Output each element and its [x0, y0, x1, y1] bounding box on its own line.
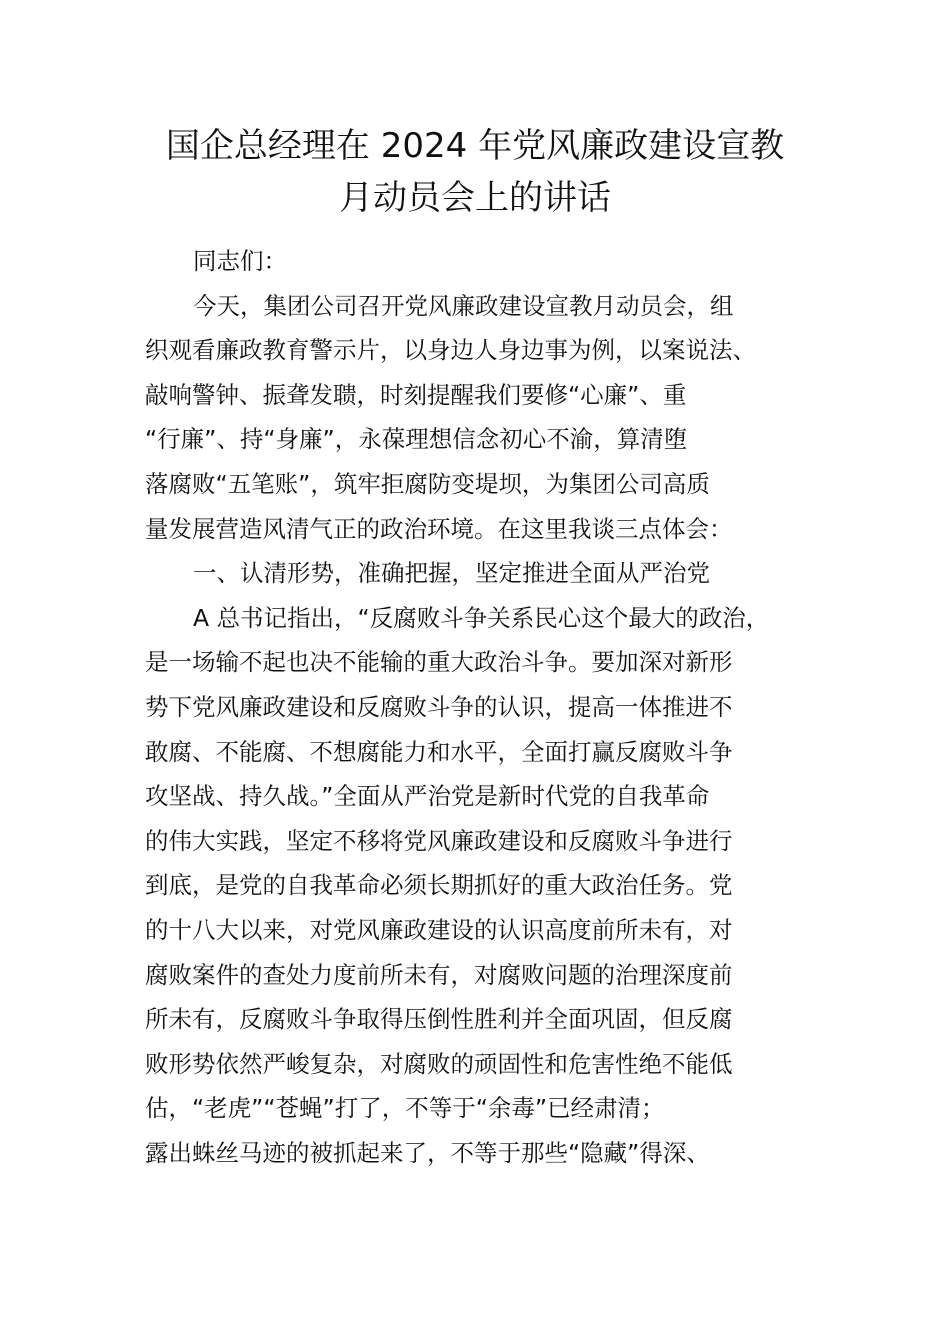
- document-body: [145, 239, 845, 1175]
- paragraph-line: 敢腐、不能腐、不想腐能力和水平，全面打赢反腐败斗争: [145, 737, 733, 766]
- paragraph-line: 所未有，反腐败斗争取得压倒性胜利并全面巩固，但反腐: [145, 1005, 733, 1034]
- paragraph-line: 到底，是党的自我革命必须长期抓好的重大政治任务。党: [145, 871, 733, 900]
- paragraph-line: 估，“老虎”“苍蝇”打了，不等于“余毒”已经肃清；: [145, 1094, 665, 1123]
- paragraph-line: 今天，集团公司召开党风廉政建设宣教月动员会，组: [193, 291, 734, 320]
- paragraph-line: 织观看廉政教育警示片，以身边人身边事为例，以案说法、: [145, 336, 756, 365]
- paragraph-line: 腐败案件的查处力度前所未有，对腐败问题的治理深度前: [145, 960, 733, 989]
- title-line-1: 国企总经理在 2024 年党风廉政建设宣教: [165, 126, 785, 166]
- paragraph-line: 落腐败“五笔账”，筑牢拒腐防变堤坝，为集团公司高质: [145, 469, 710, 498]
- paragraph-line: 是一场输不起也决不能输的重大政治斗争。要加深对新形: [145, 648, 733, 677]
- paragraph-line: 露出蛛丝马迹的被抓起来了，不等于那些“隐藏”得深、: [145, 1138, 710, 1167]
- paragraph-line: 敲响警钟、振聋发聩，时刻提醒我们要修“心廉”、重: [145, 380, 687, 409]
- paragraph-line: 量发展营造风清气正的政治环境。在这里我谈三点体会：: [145, 514, 733, 543]
- paragraph-line: 的十八大以来，对党风廉政建设的认识高度前所未有，对: [145, 915, 733, 944]
- paragraph-line: 的伟大实践，坚定不移将党风廉政建设和反腐败斗争进行: [145, 826, 733, 855]
- paragraph-line: 败形势依然严峻复杂，对腐败的顽固性和危害性绝不能低: [145, 1049, 733, 1078]
- section-heading: 一、认清形势，准确把握，坚定推进全面从严治党: [193, 559, 710, 588]
- paragraph-line: “行廉”、持“身廉”，永葆理想信念初心不渝，算清堕: [145, 425, 688, 454]
- paragraph-line: 势下党风廉政建设和反腐败斗争的认识，提高一体推进不: [145, 692, 733, 721]
- paragraph-line: 攻坚战、持久战。”全面从严治党是新时代党的自我革命: [145, 782, 710, 811]
- title-line-2: 月动员会上的讲话: [339, 178, 611, 218]
- paragraph-line: A 总书记指出，“反腐败斗争关系民心这个最大的政治，: [193, 603, 770, 632]
- salutation: 同志们：: [193, 247, 287, 275]
- document-title: [120, 120, 830, 224]
